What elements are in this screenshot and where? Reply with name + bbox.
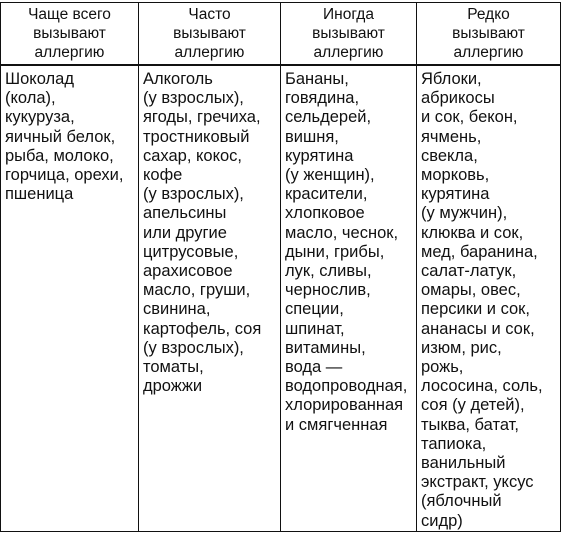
food-item-line: хлопковое (285, 204, 365, 223)
food-item-line: сельдерей, (285, 108, 372, 127)
header-often (139, 3, 281, 66)
food-item-line: арахисовое (143, 262, 233, 281)
food-item-line: Шоколад (5, 70, 74, 88)
food-item-line: масло, груши, (143, 281, 251, 300)
food-item-line: вишня, (285, 127, 339, 146)
food-item-line: сахар, кокос, (143, 146, 243, 165)
food-item-line: кукуруза, (5, 108, 75, 127)
header-line: вызывают (173, 25, 246, 42)
food-item-line: рыба, молоко, (5, 146, 114, 165)
food-item-line: масло, чеснок, (285, 223, 399, 242)
header-line: аллергию (313, 44, 384, 61)
header-line: аллергию (34, 44, 105, 61)
header-line: аллергию (174, 44, 245, 61)
food-item-line: дыни, грибы, (285, 242, 385, 261)
food-item-line: томаты, (143, 358, 204, 377)
food-item-line: яичный белок, (5, 127, 116, 146)
food-item-line: мед, баранина, (421, 242, 538, 261)
food-item-line: свекла, (421, 146, 478, 165)
food-item-line: водопроводная, (285, 377, 408, 396)
food-item-line: Алкоголь (143, 70, 213, 88)
food-item-line: (у взрослых), (143, 185, 244, 204)
food-item-line: рожь, (421, 358, 464, 377)
food-item-line: витамины, (285, 338, 366, 357)
food-item-line: свинина, (143, 300, 211, 319)
food-item-line: лососина, соль, (421, 377, 543, 396)
food-item-line: омары, овес, (421, 281, 521, 300)
food-item-line: (кола), (5, 89, 56, 108)
food-item-line: тыква, батат, (421, 415, 519, 434)
food-item-line: специи, (285, 300, 344, 319)
food-item-line: (яблочный (421, 492, 502, 511)
header-row (1, 3, 561, 66)
cell-often (139, 65, 281, 532)
food-item-line: клюква и сок, (421, 223, 524, 242)
food-item-line: (у взрослых), (143, 338, 244, 357)
food-item-line: сидр) (421, 511, 463, 530)
food-item-line: (у мужчин), (421, 204, 508, 223)
food-item-line: и смягченная (285, 415, 388, 434)
table-row (1, 65, 561, 532)
food-item-line: морковь, (421, 166, 490, 185)
food-item-line: или другие (143, 223, 227, 242)
header-line: Редко (467, 6, 510, 23)
food-item-line: абрикосы (421, 89, 495, 108)
food-item-line: вода — (285, 358, 343, 377)
food-item-line: кофе (143, 166, 183, 185)
food-item-line: красители, (285, 185, 368, 204)
food-item-line: картофель, соя (143, 319, 262, 338)
header-line: Иногда (323, 6, 374, 23)
food-item-line: лук, сливы, (285, 262, 372, 281)
food-item-line: говядина, (285, 89, 360, 108)
food-item-line: хлорированная (285, 396, 404, 415)
food-item-line: ванильный (421, 454, 506, 473)
food-item-line: салат-латук, (421, 262, 517, 281)
header-rarely (417, 3, 561, 66)
header-line: вызывают (33, 25, 106, 42)
food-item-line: тростниковый (143, 127, 250, 146)
header-line: вызывают (452, 25, 525, 42)
header-line: Чаще всего (28, 6, 111, 23)
food-item-line: курятина (285, 146, 354, 165)
food-item-line: чернослив, (285, 281, 371, 300)
food-item-line: апельсины (143, 204, 227, 223)
cell-sometimes (281, 65, 417, 532)
food-item-line: ананасы и сок, (421, 319, 535, 338)
food-item-line: пшеница (5, 185, 74, 204)
food-item-line: (у женщин), (285, 166, 375, 185)
food-item-line: персики и сок, (421, 300, 530, 319)
food-item-line: ячмень, (421, 127, 482, 146)
food-item-line: Бананы, (285, 70, 349, 88)
food-item-line: Яблоки, (421, 70, 482, 88)
header-most-often (1, 3, 139, 66)
header-line: аллергию (453, 44, 524, 61)
header-line: вызывают (312, 25, 385, 42)
food-item-line: и сок, бекон, (421, 108, 518, 127)
food-item-line: дрожжи (143, 377, 203, 396)
header-sometimes (281, 3, 417, 66)
food-item-line: ягоды, гречиха, (143, 108, 261, 127)
cell-most-often (1, 65, 139, 532)
food-item-line: тапиока, (421, 434, 487, 453)
cell-rarely (417, 65, 561, 532)
food-item-line: горчица, орехи, (5, 166, 124, 185)
header-line: Часто (188, 6, 231, 23)
food-item-line: изюм, рис, (421, 338, 502, 357)
food-item-line: цитрусовые, (143, 242, 239, 261)
food-item-line: шпинат, (285, 319, 345, 338)
food-item-line: курятина (421, 185, 490, 204)
food-item-line: (у взрослых), (143, 89, 244, 108)
allergy-frequency-table (0, 2, 561, 532)
food-item-line: экстракт, уксус (421, 473, 534, 492)
food-item-line: соя (у детей), (421, 396, 525, 415)
